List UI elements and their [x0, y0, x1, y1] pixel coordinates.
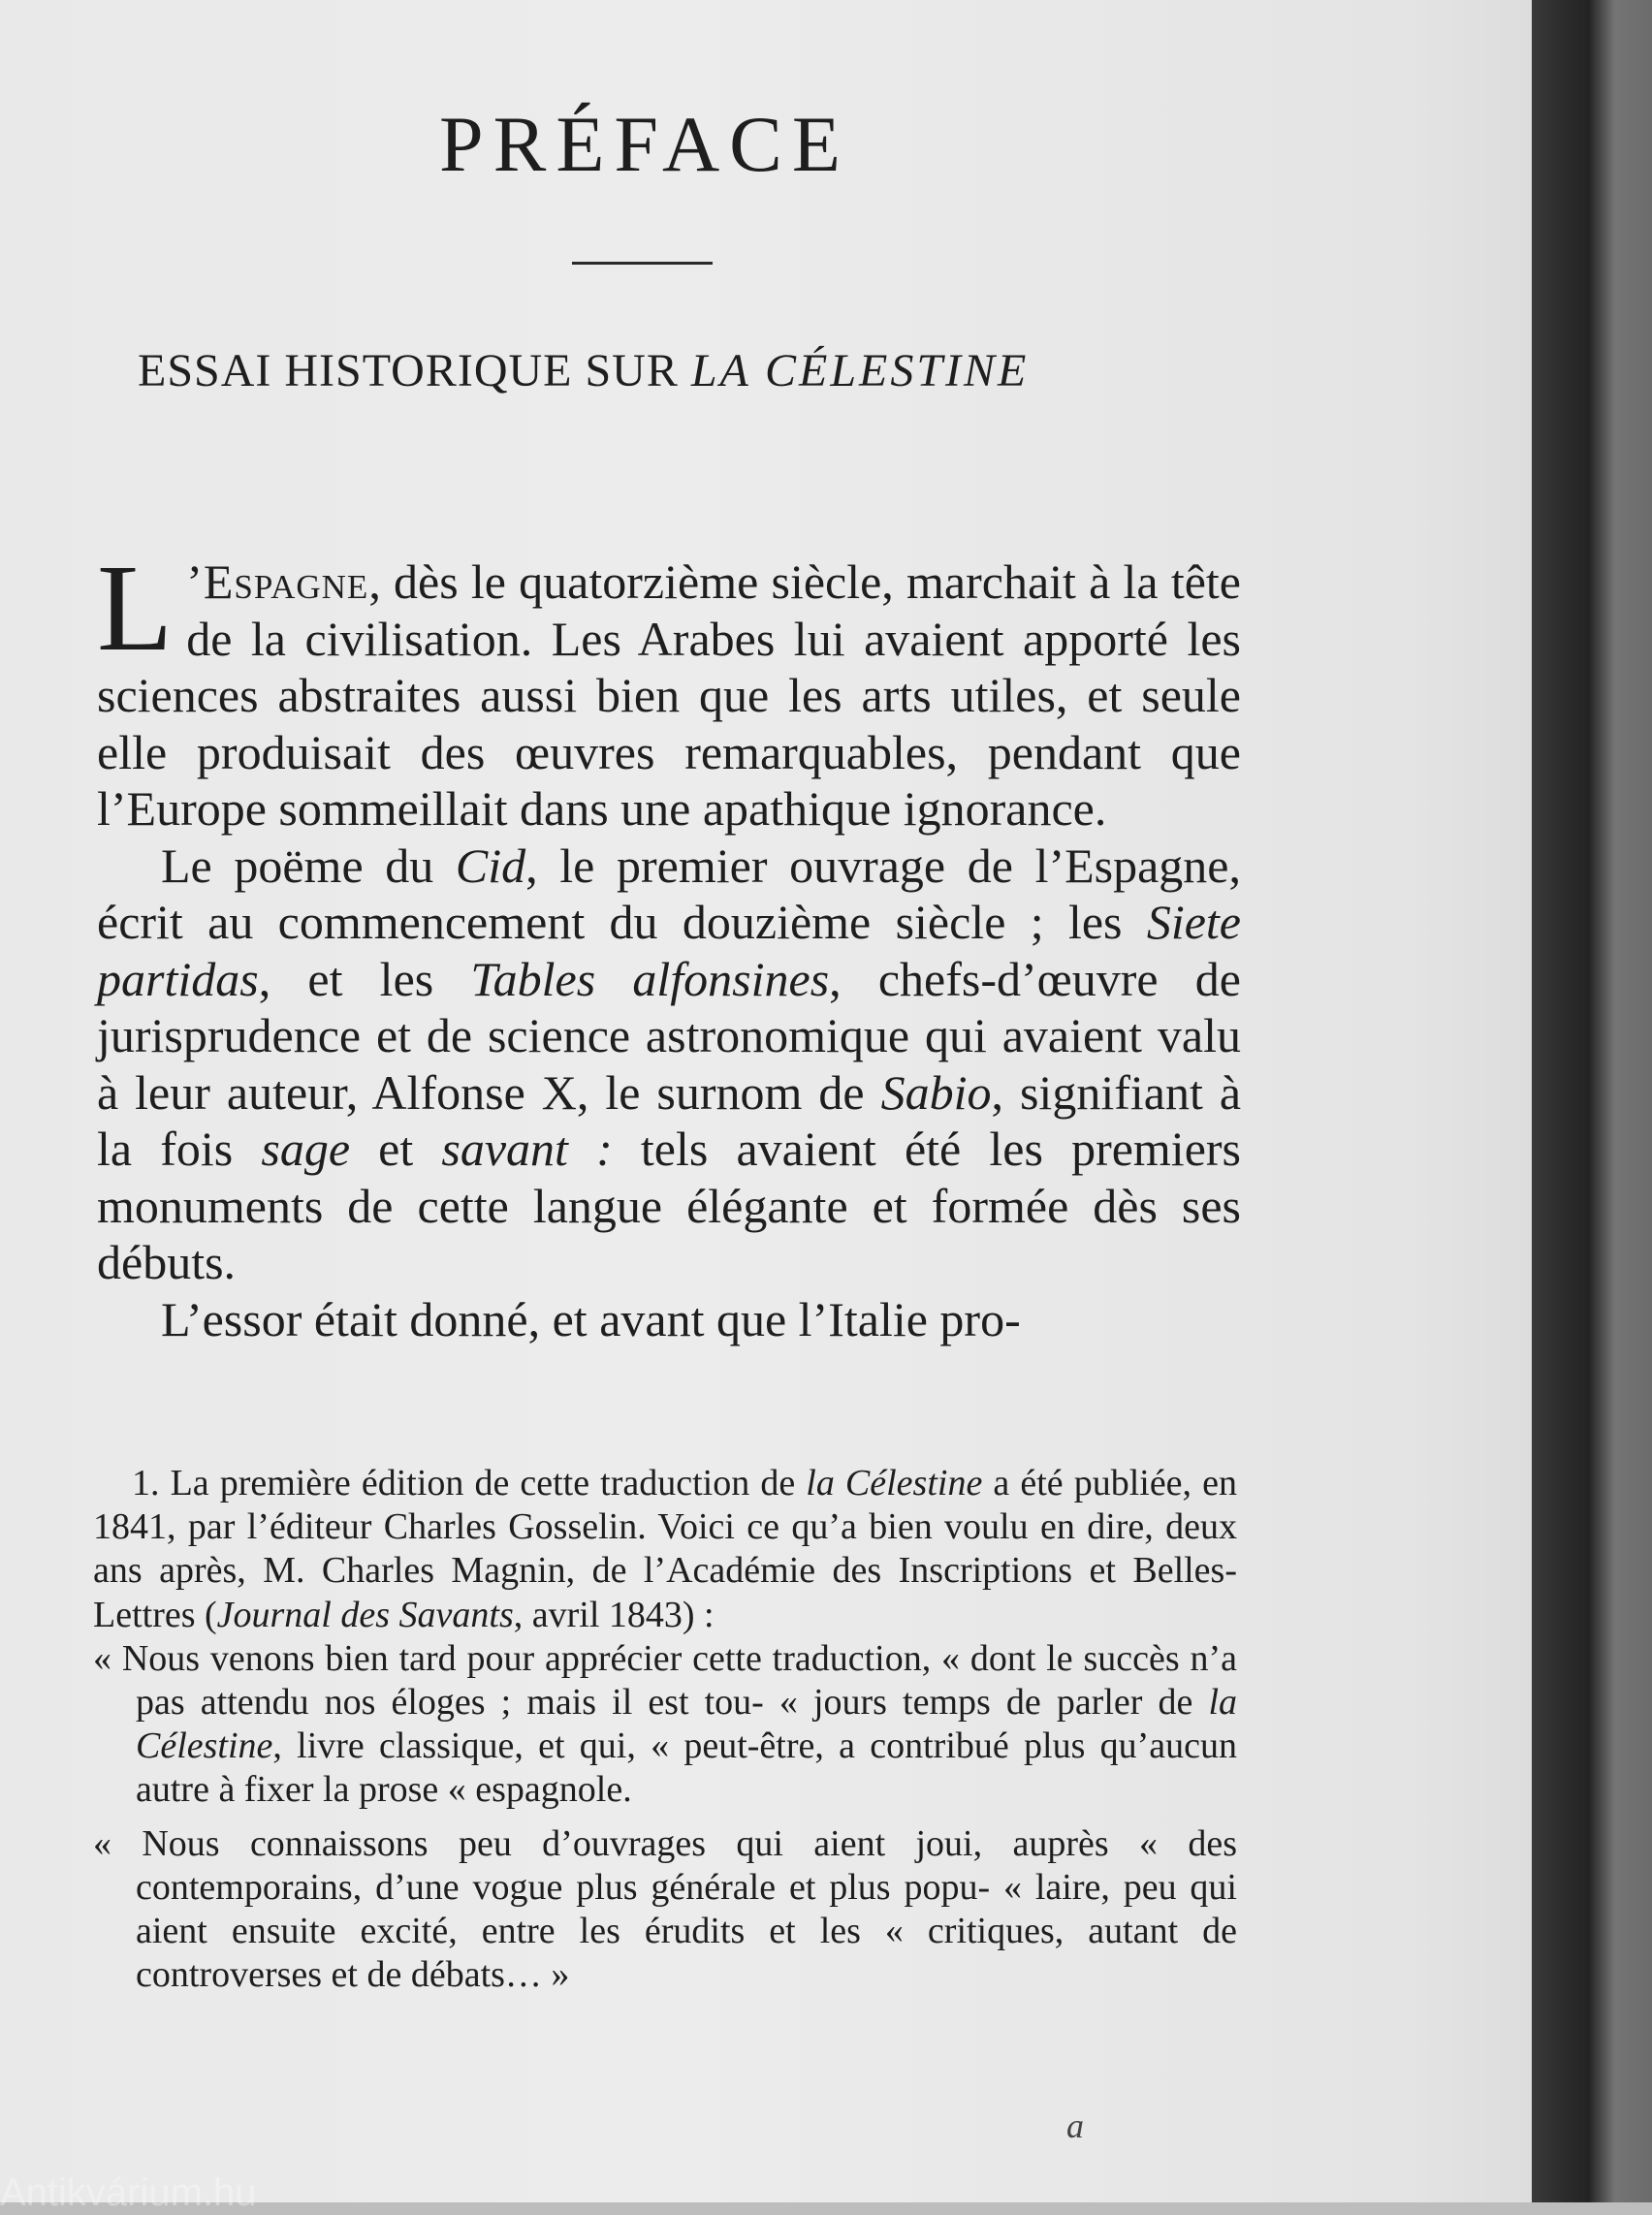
subtitle-italic: LA CÉLESTINE [690, 345, 1030, 396]
p2-italic-sage: sage [261, 1122, 351, 1176]
footnotes [93, 1462, 1237, 1997]
paragraph-1-text: , dès le quatorzième siècle, marchait à la tête de la civilisation. Les Arabes lui avaient apporté les sciences abstraites aussi bien que les arts utiles, et seule elle produisait des œuvres remarquables, pendant que l’Europe sommeillait dans une apathique ignorance. [97, 554, 1241, 836]
page-title: PRÉFACE [439, 100, 850, 188]
p2-text-5: , signifiant à la fois [97, 1064, 1242, 1176]
title-rule [572, 262, 713, 265]
p2-text-1: Le poëme du [161, 838, 456, 893]
smallcaps-word: ’Espagne [186, 554, 369, 609]
fn-text-2: a été publiée, en 1841, par l’éditeur Charles Gosselin. Voici ce qu’a bien voulu en dire, deux ans après, M. Charles Magnin, de l’Académie des Inscriptions et Belles-Lettres ( [93, 1463, 1237, 1635]
fn-text-3: , avril 1843) : [513, 1594, 715, 1635]
main-text [97, 539, 1242, 1347]
p2-text-4: , chefs-d’œuvre de jurisprudence et de science astronomique qui avaient valu à leur auteur, Alfonse X, le surnom de [97, 951, 1241, 1120]
p2-text-3: , et les [258, 951, 471, 1006]
p2-text-7: tels avaient été les premiers monuments de cette langue élégante et formée dès ses débuts. [97, 1122, 1241, 1289]
quote-1 [93, 1637, 1237, 1813]
drop-cap: L [97, 539, 174, 677]
footnote-1 [93, 1462, 1237, 1637]
q1-text-2: , livre classique, et qui, « peut-être, a contribué plus qu’aucun autre à fixer la prose « espagnole. [136, 1725, 1237, 1811]
fn-italic-celestine: la Célestine [806, 1463, 983, 1503]
section-subtitle [138, 344, 1029, 397]
paragraph-2 [97, 838, 1241, 1291]
paragraph-1 [97, 539, 1241, 838]
p2-italic-cid: Cid [455, 838, 526, 893]
q1-italic-celestine: la Célestine [136, 1682, 1237, 1767]
quote-2: « Nous connaissons peu d’ouvrages qui aient joui, auprès « des contemporains, d’une vogue plus générale et plus popu- « laire, peu qui aient ensuite excité, entre les érudits et les « critiques, autant de controverses et de débats… » [93, 1822, 1237, 1996]
p2-italic-sabio: Sabio [880, 1064, 992, 1120]
signature-mark: a [1066, 2106, 1084, 2145]
p2-text-2: , le premier ouvrage de l’Espagne, écrit au commencement du douzième siècle ; les [97, 838, 1241, 949]
fn-italic-journal: Journal des Savants [216, 1594, 514, 1635]
book-edge-highlight [1590, 0, 1652, 2202]
fn-text-1: 1. La première édition de cette traduction de [132, 1463, 807, 1503]
q1-text-1: « Nous venons bien tard pour apprécier cette traduction, « dont le succès n’a pas attendu nos éloges ; mais il est tou- « jours temps de parler de [93, 1637, 1237, 1724]
p2-text-6: et [350, 1122, 442, 1176]
subtitle-prefix: ESSAI HISTORIQUE SUR [138, 345, 691, 396]
paragraph-3: L’essor était donné, et avant que l’Italie pro- [161, 1291, 1021, 1346]
watermark: Antikvárium.hu [0, 2171, 257, 2214]
p2-italic-siete-partidas: Siete partidas [97, 895, 1241, 1006]
p2-italic-tables: Tables alfonsines [470, 951, 830, 1006]
p2-italic-savant: savant : [441, 1122, 613, 1176]
